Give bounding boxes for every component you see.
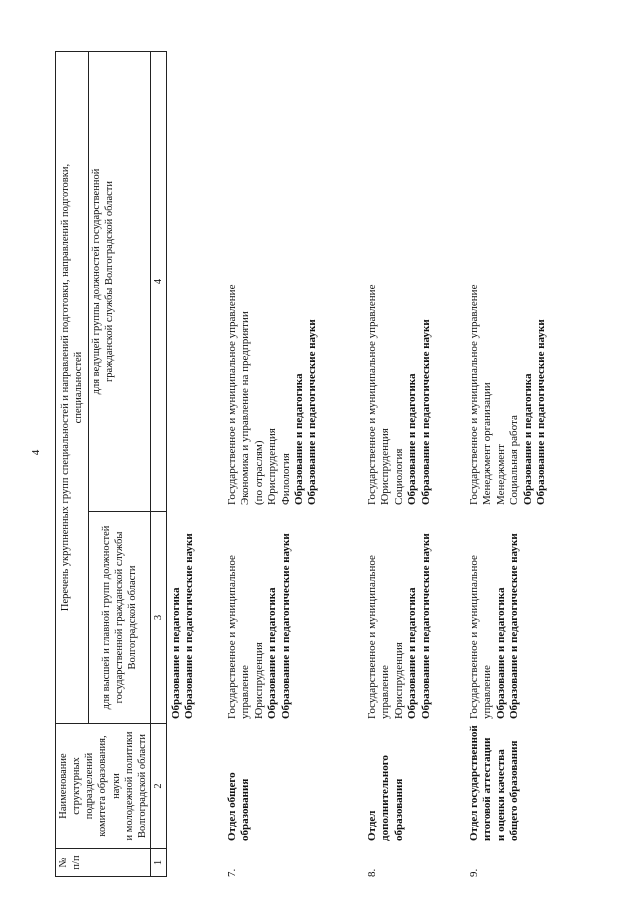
text-line: Государственное и муниципальное управление <box>366 284 378 505</box>
row-number: 9. <box>468 868 480 877</box>
text-line: Образование и педагогические науки <box>419 319 432 505</box>
text-line: Образование и педагогика <box>293 373 306 505</box>
row9-col4 <box>468 285 548 505</box>
header-index: 3 <box>150 512 166 724</box>
text-line: Образование и педагогика <box>406 587 419 719</box>
row8-col4 <box>366 285 433 505</box>
header-index: 4 <box>150 52 166 512</box>
text-line: Юриспруденция <box>266 428 279 505</box>
text-line: Образование и педагогика <box>521 373 534 505</box>
text-line: Образование и педагогика <box>266 587 279 719</box>
text-line: Юриспруденция <box>252 642 265 719</box>
text-line: управление <box>239 665 252 719</box>
header-specs: Перечень укрупненных групп специальностей и направлений подготовки, направлений подготовки, специальностей <box>56 52 89 724</box>
text-line: Государственное и муниципальное управление <box>468 284 480 505</box>
row8-col3 <box>366 533 433 719</box>
text-line: Образование и педагогические науки <box>279 533 292 719</box>
header-name: Наименование структурных подразделений комитета образования, науки и молодежной политики Волгоградской области <box>56 724 151 849</box>
text-line: Экономика и управление на предприятии <box>239 311 252 505</box>
row7-col3 <box>226 533 293 719</box>
row-number: 8. <box>366 868 378 877</box>
text-line: Образование и педагогические науки <box>183 533 196 719</box>
text-line: Государственное и муниципальное <box>468 555 480 719</box>
text-line: Филология <box>279 453 292 505</box>
text-line: Образование и педагогические науки <box>508 533 521 719</box>
text-line: Социология <box>392 448 405 505</box>
header-high-group: для высшей и главной групп должностей государственной гражданской службы Волгоградской области <box>88 512 150 724</box>
text-line: Юриспруденция <box>392 642 405 719</box>
row9-col3 <box>468 533 522 719</box>
text-line: Образование и педагогические науки <box>535 319 548 505</box>
text-line: Образование и педагогические науки <box>419 533 432 719</box>
text-line: Юриспруденция <box>379 428 392 505</box>
department-name: Отдел государственной итоговой аттестации и оценки качества общего образования <box>468 725 521 841</box>
preamble-col3 <box>170 533 197 719</box>
text-line: управление <box>379 665 392 719</box>
text-line: Государственное и муниципальное <box>226 555 238 719</box>
header-lead-group: для ведущей группы должностей государственной гражданской службы Волгоградской области <box>88 52 150 512</box>
text-line: Социальная работа <box>508 415 521 505</box>
page-number: 4 <box>30 449 42 456</box>
row7-col4 <box>226 285 320 505</box>
row-number: 7. <box>226 868 238 877</box>
text-line: Государственное и муниципальное управление <box>226 284 238 505</box>
text-line: Государственное и муниципальное <box>366 555 378 719</box>
text-line: Менеджмент <box>494 444 507 505</box>
text-line: Менеджмент организации <box>481 382 494 505</box>
text-line: Образование и педагогика <box>494 587 507 719</box>
department-name: Отдел общего образования <box>226 772 252 841</box>
text-line: (по отраслям) <box>252 440 265 505</box>
department-name: Отдел дополнительного образования <box>366 755 405 841</box>
header-index: 1 <box>150 849 166 877</box>
text-line: Образование и педагогические науки <box>306 319 319 505</box>
header-num: № п/п <box>56 849 151 877</box>
text-line: Образование и педагогика <box>170 587 182 719</box>
header-index: 2 <box>150 724 166 849</box>
text-line: Образование и педагогика <box>406 373 419 505</box>
text-line: управление <box>481 665 494 719</box>
header-table <box>55 51 167 877</box>
